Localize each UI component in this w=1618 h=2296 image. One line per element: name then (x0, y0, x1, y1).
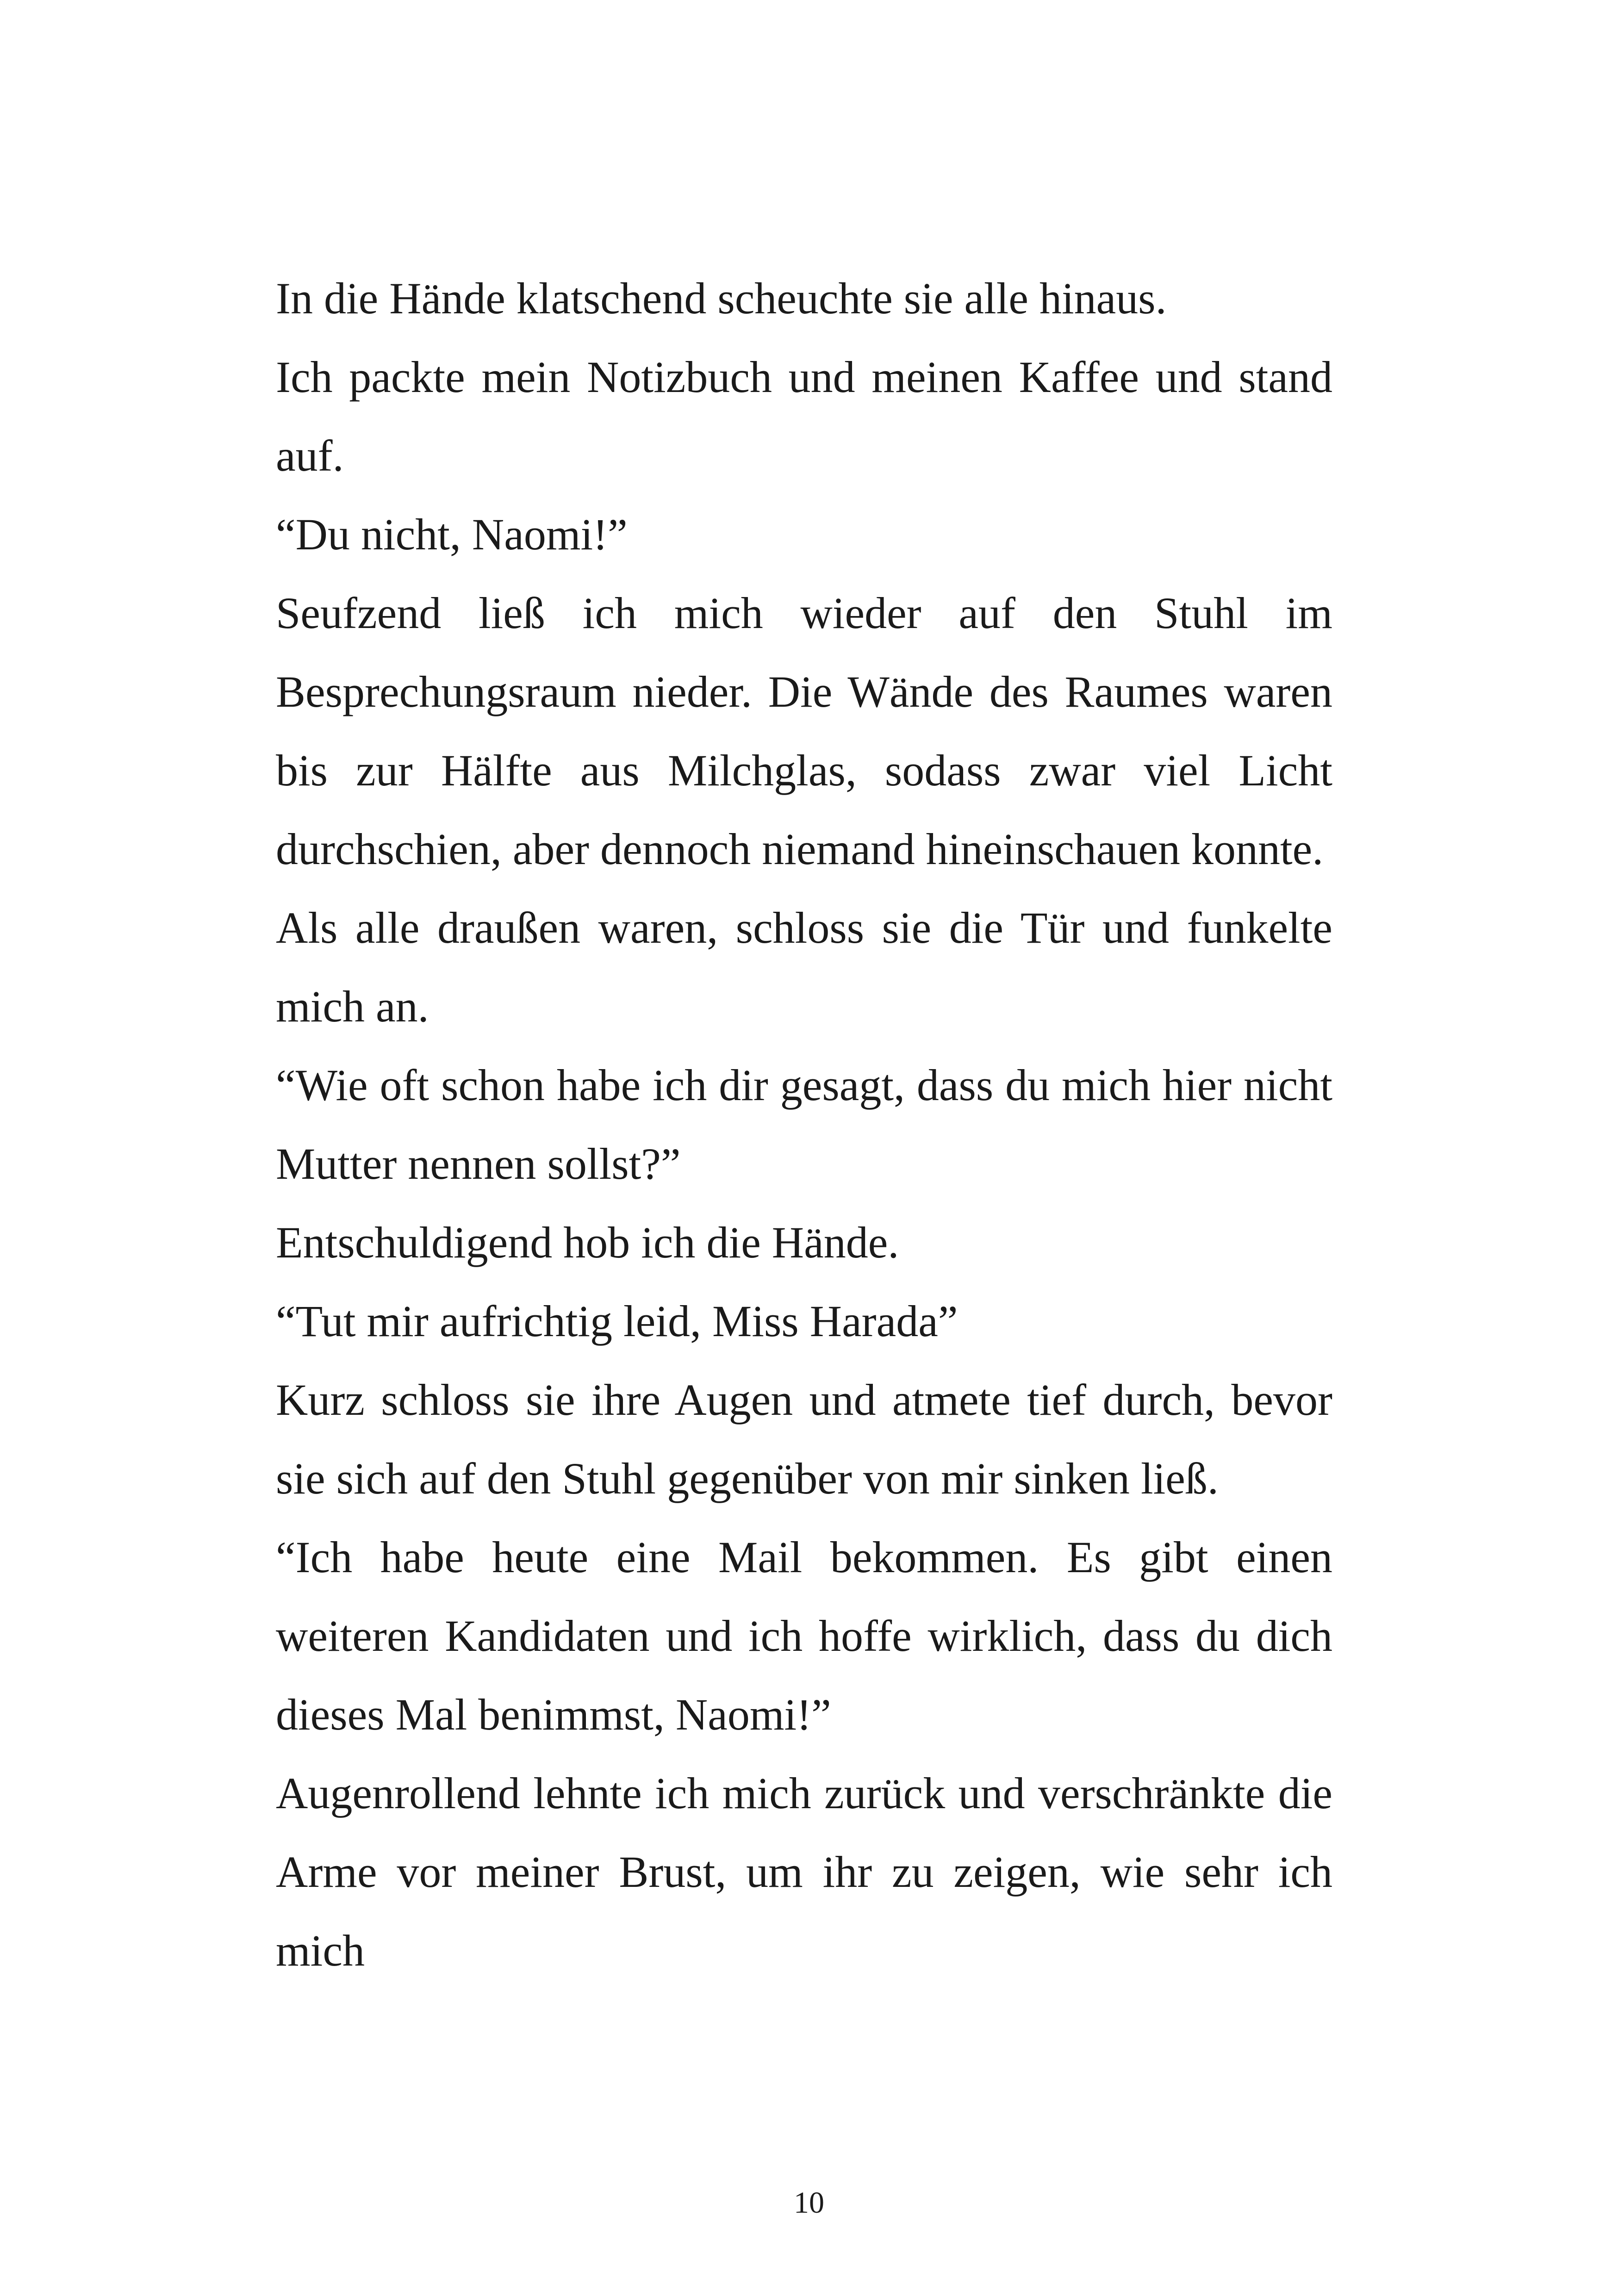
paragraph: Entschuldigend hob ich die Hände. (276, 1218, 899, 1267)
paragraph: “Du nicht, Naomi!” (276, 510, 628, 559)
paragraph: Seufzend ließ ich mich wieder auf den Stuhl im Besprechungsraum nieder. Die Wände des Raumes waren bis zur Hälfte aus Milchglas, sodass zwar viel Licht durchschien, aber dennoch niemand hineinschauen konnte. (276, 588, 1332, 874)
paragraph: Als alle draußen waren, schloss sie die Tür und funkelte mich an. (276, 903, 1332, 1031)
paragraph: Kurz schloss sie ihre Augen und atmete tief durch, bevor sie sich auf den Stuhl gegenüber von mir sinken ließ. (276, 1375, 1332, 1503)
paragraph: “Tut mir aufrichtig leid, Miss Harada” (276, 1296, 958, 1346)
paragraph: “Ich habe heute eine Mail bekommen. Es gibt einen weiteren Kandidaten und ich hoffe wirklich, dass du dich dieses Mal benimmst, Naomi!” (276, 1532, 1332, 1739)
paragraph: In die Hände klatschend scheuchte sie alle hinaus. (276, 274, 1167, 323)
paragraph: “Wie oft schon habe ich dir gesagt, dass du mich hier nicht Mutter nennen sollst?” (276, 1060, 1332, 1188)
paragraph: Ich packte mein Notizbuch und meinen Kaffee und stand auf. (276, 352, 1332, 480)
body-text (276, 259, 1332, 1990)
paragraph: Augenrollend lehnte ich mich zurück und verschränkte die Arme vor meiner Brust, um ihr zu zeigen, wie sehr ich mich (276, 1768, 1332, 1975)
page-number: 10 (794, 2186, 824, 2220)
